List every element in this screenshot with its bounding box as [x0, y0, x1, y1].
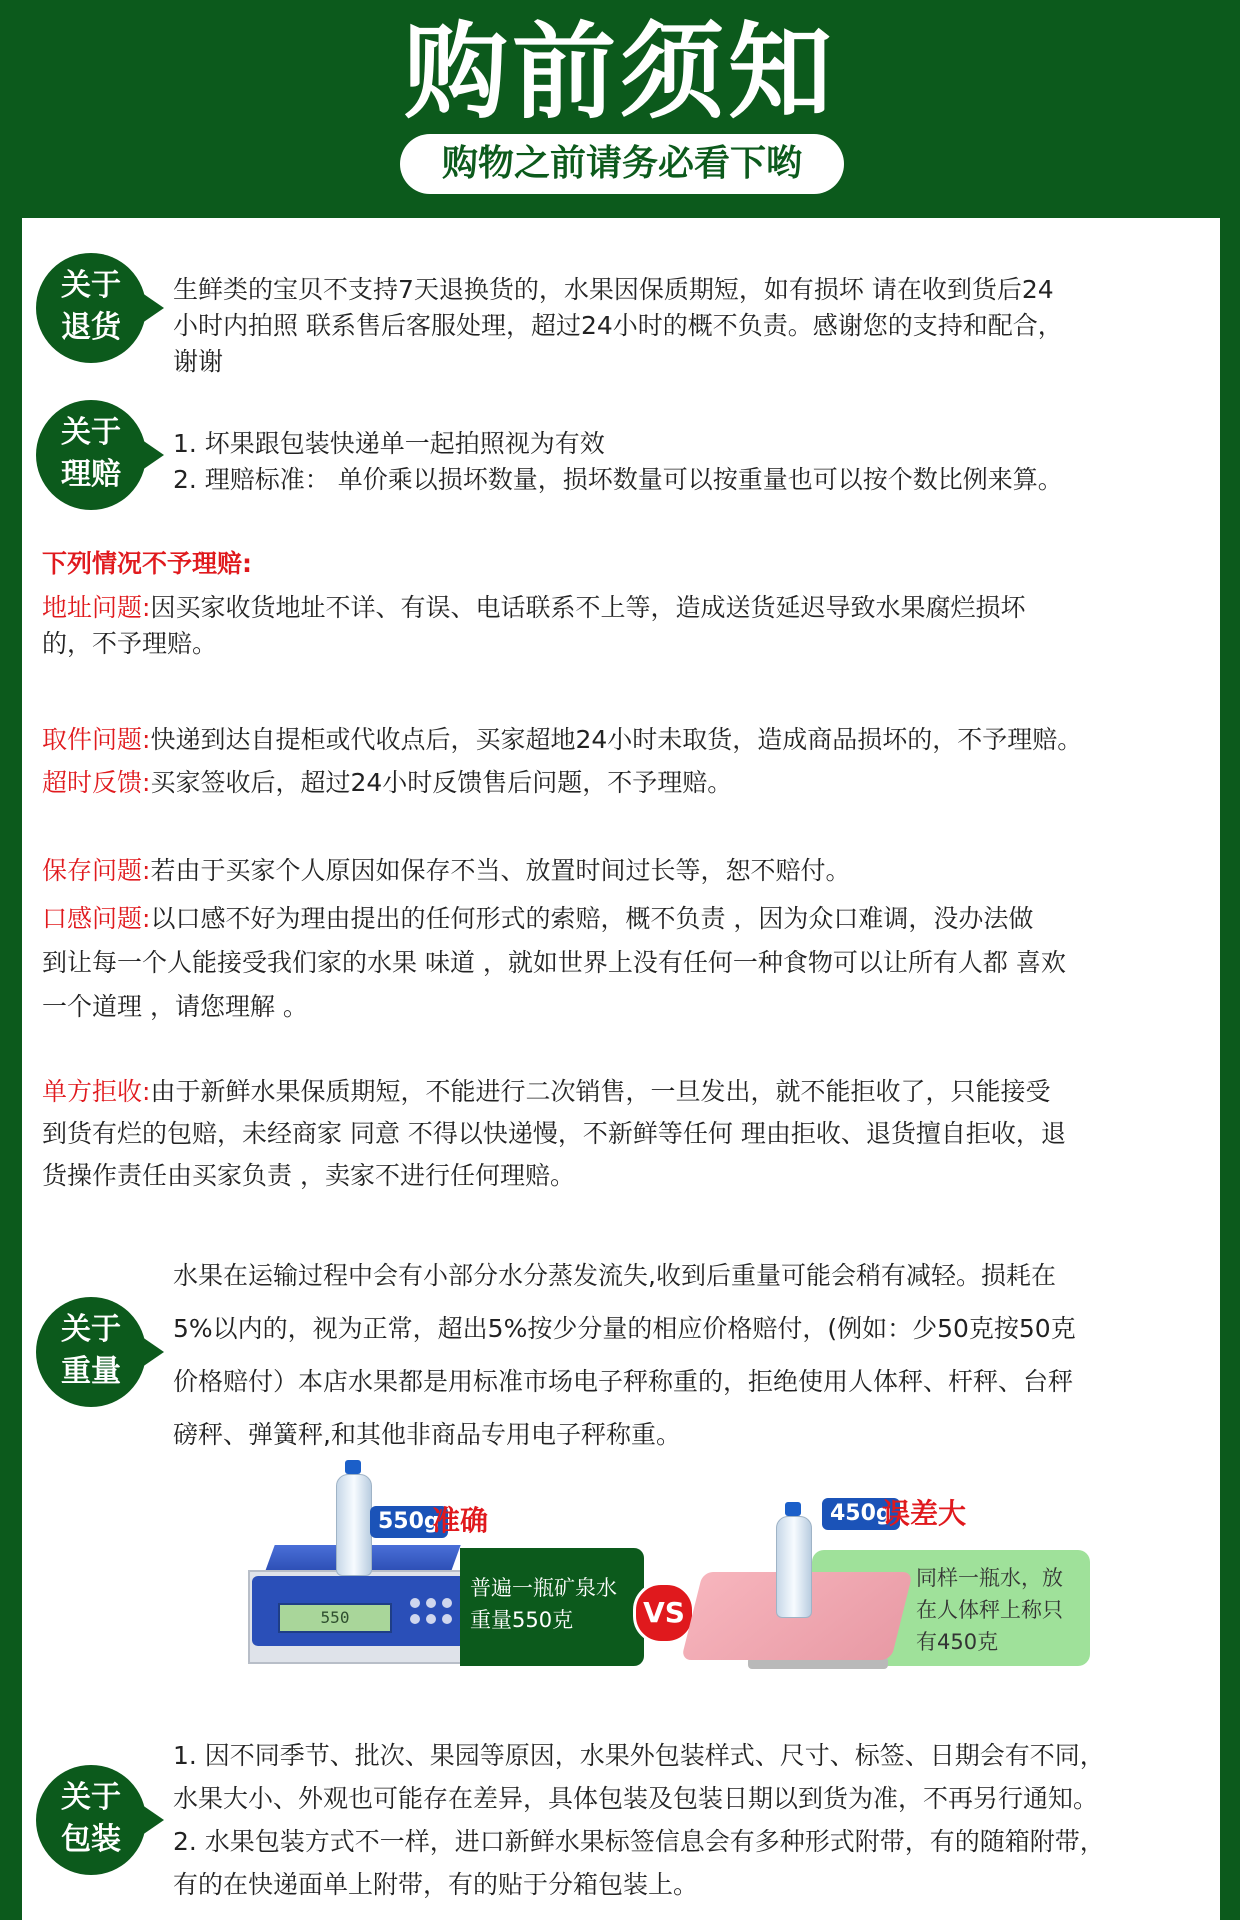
- scale-button: [426, 1598, 436, 1608]
- water-bottle-icon: [776, 1516, 812, 1618]
- page-title: 购前须知: [403, 11, 836, 133]
- no-claim-timeout: 超时反馈:买家签收后，超过24小时反馈售后问题，不予理赔。: [42, 768, 733, 797]
- accurate-weight-badge: 550g: [370, 1506, 448, 1538]
- packaging-text: 1. 因不同季节、批次、果园等原因，水果外包装样式、尺寸、标签、日期会有不同， 水果大小、外观也可能存在差异，具体包装及包装日期以到货为准，不再另行通知。 2. 水果包装方式不一样，进口新鲜水果标签信息会有多种形式附带，有的随箱附带， 有的在快递面单上附带，有的贴于分箱包装上。: [173, 1741, 1105, 1899]
- accurate-label: 准确: [432, 1504, 489, 1537]
- scale-button: [442, 1614, 452, 1624]
- packaging-badge: 关于 包装: [36, 1765, 166, 1875]
- scale-button: [442, 1598, 452, 1608]
- scale-display: 550: [278, 1603, 392, 1633]
- page-subtitle: 购物之前请务必看下哟: [400, 134, 844, 194]
- claims-text: 1. 坏果跟包装快递单一起拍照视为有效 2. 理赔标准： 单价乘以损坏数量，损坏数量可以按重量也可以按个数比例来算。: [173, 429, 1063, 494]
- no-claim-taste: 口感问题:以口感不好为理由提出的任何形式的索赔，概不负责 ，因为众口难调，没办法做 到让每一个人能接受我们家的水果 味道 ，就如世界上没有任何一种食物可以让所有人都 喜欢 一个道理 ，请您理解 。: [42, 904, 1066, 1021]
- scale-button: [410, 1614, 420, 1624]
- water-bottle-icon: [336, 1474, 372, 1576]
- returns-text: 生鲜类的宝贝不支持7天退换货的，水果因保质期短，如有损坏 请在收到货后24 小时内拍照 联系售后客服处理，超过24小时的概不负责。感谢您的支持和配合， 谢谢: [173, 275, 1063, 376]
- claims-badge: 关于 理赔: [36, 400, 166, 510]
- weight-badge: 关于 重量: [36, 1297, 166, 1407]
- error-caption: 同样一瓶水，放 在人体秤上称只 有450克: [812, 1550, 1090, 1666]
- no-claim-storage: 保存问题:若由于买家个人原因如保存不当、放置时间过长等，恕不赔付。: [42, 856, 851, 885]
- page-header: [0, 0, 1240, 215]
- error-label: 误差大: [882, 1497, 967, 1530]
- vs-icon: VS: [633, 1582, 695, 1644]
- scale-button: [410, 1598, 420, 1608]
- no-claim-address: 地址问题:因买家收货地址不详、有误、电话联系不上等，造成送货延迟导致水果腐烂损坏 的，不予理赔。: [42, 593, 1026, 658]
- no-claim-pickup: 取件问题:快递到达自提柜或代收点后，买家超地24小时未取货，造成商品损坏的，不予理赔。: [42, 725, 1083, 754]
- returns-badge: 关于 退货: [36, 253, 166, 363]
- no-claim-refusal: 单方拒收:由于新鲜水果保质期短，不能进行二次销售，一旦发出，就不能拒收了，只能接受 到货有烂的包赔，未经商家 同意 不得以快递慢，不新鲜等任何 理由拒收、退货擅自拒收，退 货操作责任由买家负责 ，卖家不进行任何理赔。: [42, 1077, 1066, 1190]
- weight-text: 水果在运输过程中会有小部分水分蒸发流失,收到后重量可能会稍有减轻。损耗在 5%以内的，视为正常，超出5%按少分量的相应价格赔付，(例如：少50克按50克 价格赔付）本店水果都是用标准市场电子秤称重的，拒绝使用人体秤、杆秤、台秤 磅秤、弹簧秤,和其他非商品专用电子秤称重。: [173, 1261, 1076, 1449]
- no-claims-title: 下列情况不予理赔:: [42, 549, 252, 578]
- accurate-caption: 普遍一瓶矿泉水 重量550克: [460, 1548, 644, 1666]
- error-weight-badge: 450g: [822, 1498, 900, 1530]
- bottle-cap-icon: [345, 1460, 361, 1474]
- scale-button: [426, 1614, 436, 1624]
- bottle-cap-icon: [785, 1502, 801, 1516]
